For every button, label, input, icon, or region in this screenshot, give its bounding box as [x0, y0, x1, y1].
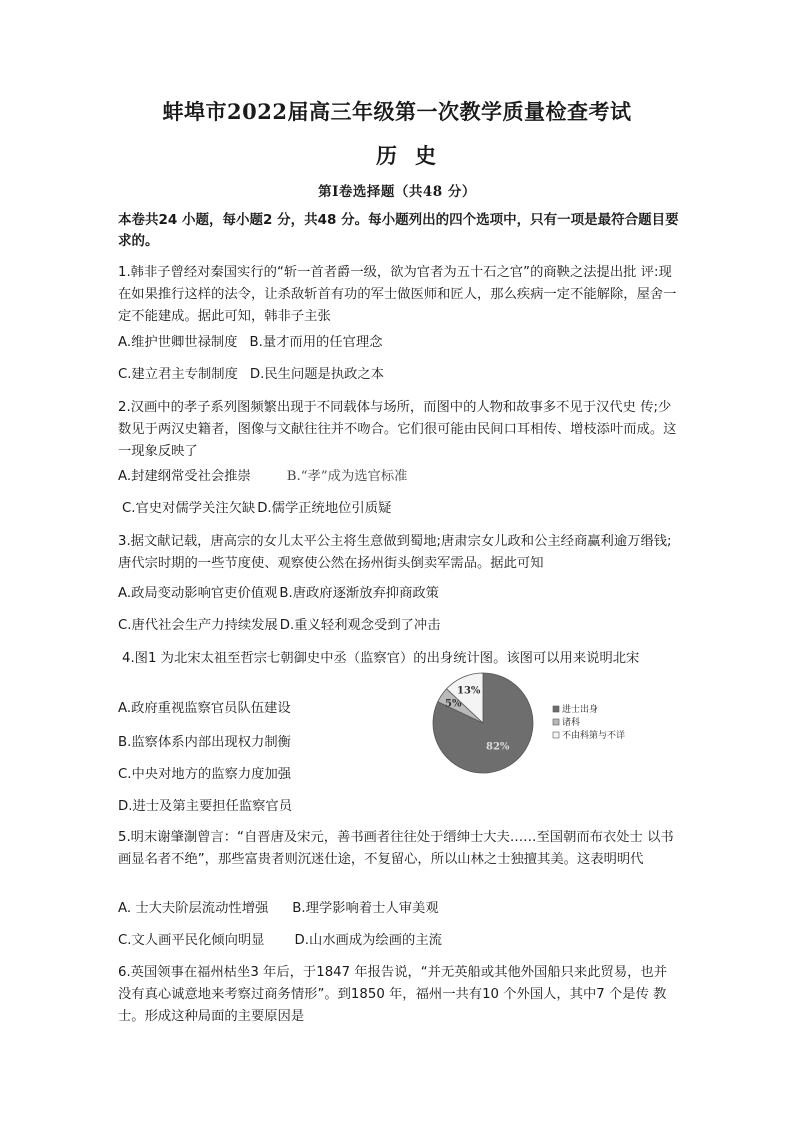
option-b[interactable]: B.监察体系内部出现权力制衡 [118, 735, 291, 750]
question-1-stem: 1.韩非子曾经对秦国实行的“斩一首者爵一级，欲为官者为五十石之官”的商鞅之法提出批 评:现在如果推行这样的法令，让杀敌斩首有功的军士做医师和匠人，那么疾病一定不能解除，屋舍一定不能建成。据此可知，韩非子主张 [118, 265, 677, 324]
question-4-stem: 4.图1 为北宋太祖至哲宗七朝御史中丞（监察官）的出身统计图。该图可以用来说明北宋 [122, 651, 640, 666]
option-d[interactable]: D.重义轻利观念受到了冲击 [279, 618, 441, 633]
exam-title: 蚌埠市2022届高三年级第一次教学质量检查考试 [162, 99, 632, 124]
option-b[interactable]: B.理学影响着士人审美观 [292, 901, 439, 916]
section-title: 第Ⅰ卷选择题（共48 分） [318, 184, 476, 200]
option-b[interactable]: B.量才而用的任官理念 [249, 335, 383, 350]
pie-value-label-3: 13% [456, 685, 481, 697]
pie-value-label-1: 82% [486, 741, 510, 753]
legend-swatch-1 [553, 706, 559, 712]
legend-swatch-2 [553, 719, 559, 725]
pie-chart [425, 668, 675, 778]
option-b[interactable]: B.“孝”成为选官标准 [286, 469, 408, 484]
option-d[interactable]: D.进士及第主要担任监察官员 [118, 799, 293, 814]
question-2-options [118, 467, 407, 487]
instructions: 本卷共24 小题，每小题2 分，共48 分。每小题列出的四个选项中，只有一项是最符合题目要求的。 [118, 212, 679, 249]
option-a[interactable]: A. 士大夫阶层流动性增强 [118, 901, 269, 916]
question-6-stem: 6.英国领事在福州枯坐3 年后，于1847 年报告说，“并无英船或其他外国船只来此贸易，也并 没有真心诚意地来考察过商务情形”。到1850 年，福州一共有10 个外国人，其中7 个是传 教士。形成这种局面的主要原因是 [118, 965, 668, 1024]
option-c[interactable]: C.文人画平民化倾向明显 [118, 933, 265, 948]
option-a[interactable]: A.维护世卿世禄制度 [118, 335, 238, 350]
option-a[interactable]: A.政府重视监察官员队伍建设 [118, 701, 291, 716]
option-d[interactable]: D.民生问题是执政之本 [249, 367, 385, 382]
legend-label-1: 进士出身 [562, 705, 599, 715]
legend-swatch-3 [553, 732, 559, 738]
option-b[interactable]: B.唐政府逐渐放弃抑商政策 [279, 586, 439, 601]
option-c[interactable]: C.唐代社会生产力持续发展 [118, 618, 278, 633]
question-1-options-2 [118, 365, 384, 385]
pie-value-label-2: 5% [444, 698, 462, 710]
question-3-stem: 3.据文献记载，唐高宗的女儿太平公主将生意做到蜀地;唐肃宗女儿政和公主经商赢利逾万缗钱;唐代宗时期的一些节度使、观察使公然在扬州街头倒卖军需品。据此可知 [118, 534, 672, 571]
legend-label-3: 不由科第与不详 [562, 731, 626, 741]
option-c[interactable]: C.建立君主专制制度 [118, 367, 238, 382]
question-2-stem: 2.汉画中的孝子系列图频繁出现于不同载体与场所，而图中的人物和故事多不见于汉代史 传;少数见于两汉史籍者，图像与文献往往并不吻合。它们很可能由民间口耳相传、增枝添叶而成。这一现象反映了 [118, 400, 677, 459]
option-d[interactable]: D.儒学正统地位引质疑 [257, 501, 392, 516]
question-5-options-2 [118, 931, 442, 951]
legend-label-2: 诸科 [562, 718, 581, 728]
question-3-options-2 [118, 616, 441, 636]
option-c[interactable]: C.官史对儒学关注欠缺 [122, 501, 256, 516]
question-2-options-2 [122, 499, 391, 519]
question-1-options [118, 333, 383, 353]
option-c[interactable]: C.中央对地方的监察力度加强 [118, 767, 292, 782]
option-a[interactable]: A.政局变动影响官吏价值观 [118, 586, 278, 601]
option-a[interactable]: A.封建纲常受社会推崇 [118, 469, 251, 484]
question-3-options [118, 584, 439, 604]
question-5-stem: 5.明末谢肇淛曾言：“自晋唐及宋元，善书画者往往处于缙绅士大夫……至国朝而布衣处士 以书画显名者不绝”，那些富贵者则沉迷仕途，不复留心，所以山林之士独擅其美。这表明明代 [118, 830, 674, 867]
option-d[interactable]: D.山水画成为绘画的主流 [294, 933, 442, 948]
question-5-options [118, 899, 439, 919]
subject-title: 历史 [376, 143, 454, 168]
